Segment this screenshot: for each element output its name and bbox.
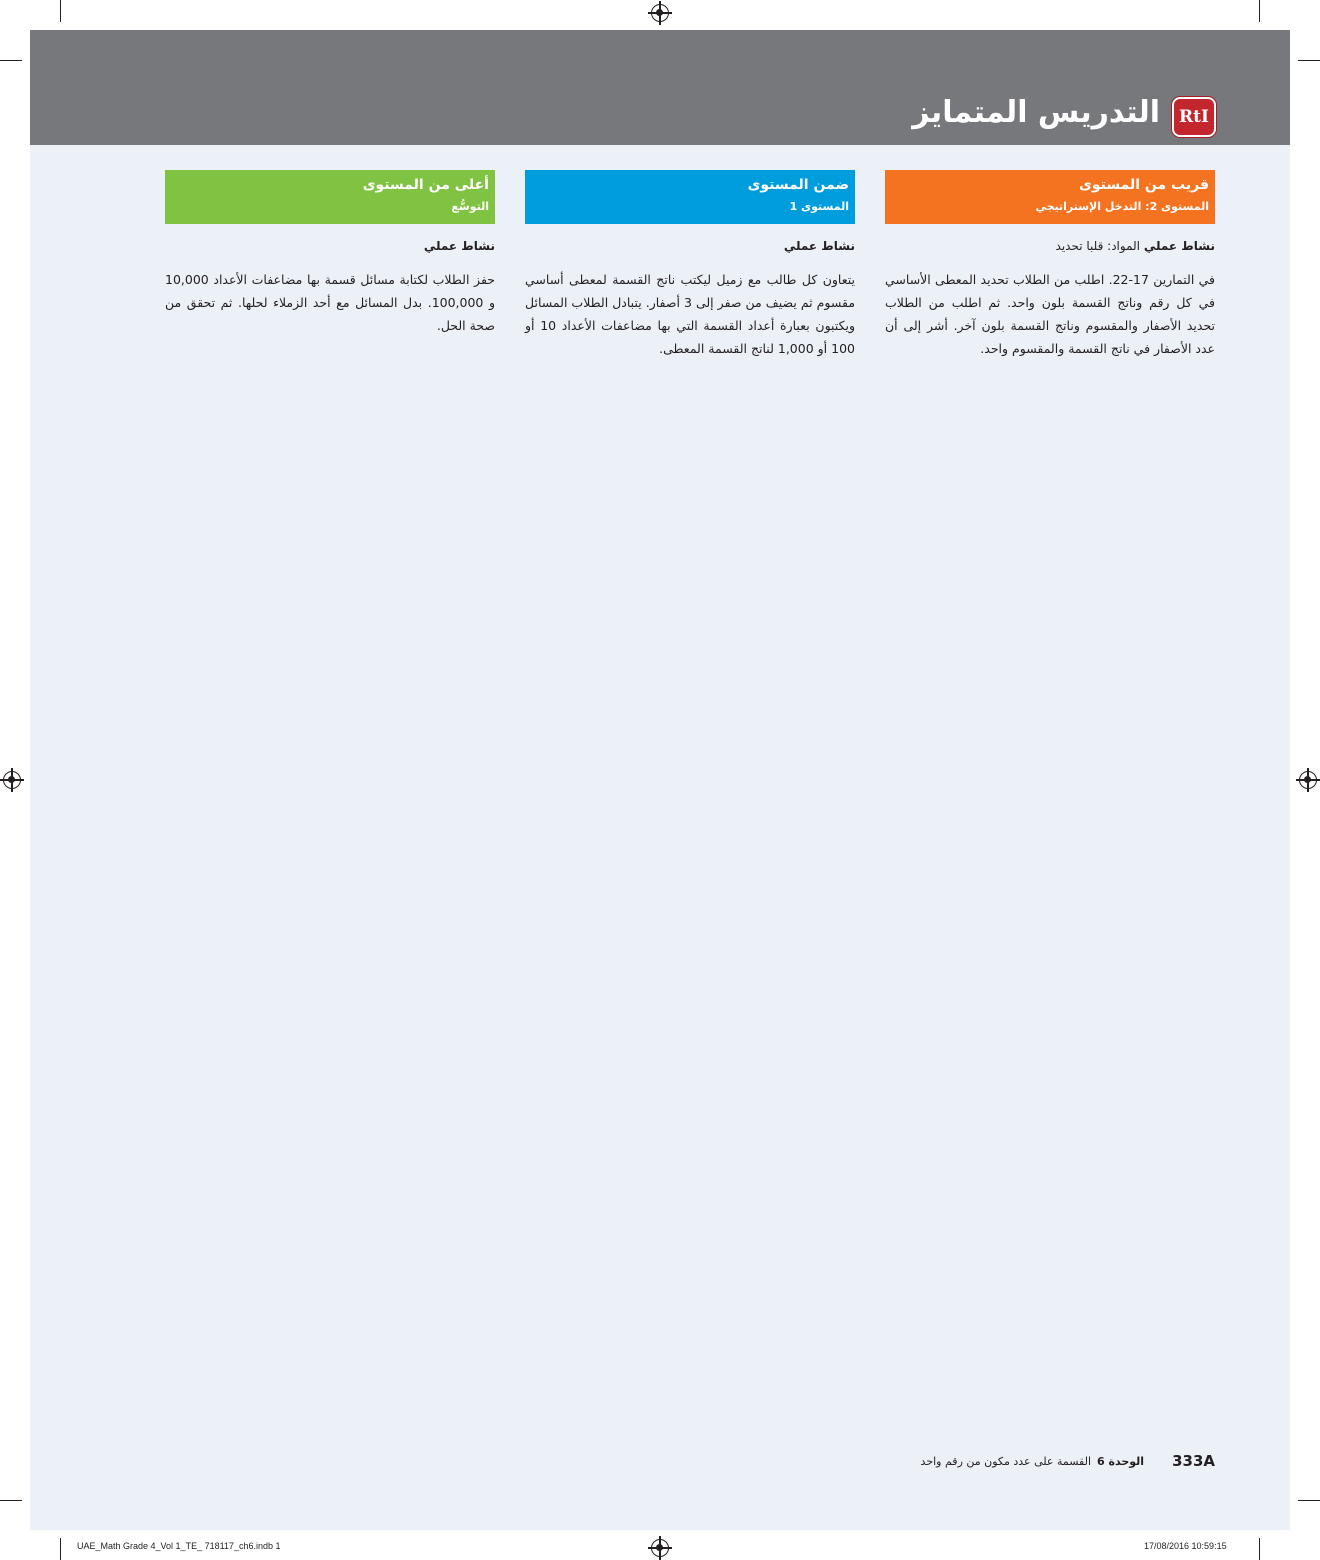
registration-mark-icon <box>651 1539 669 1557</box>
activity-label <box>885 238 1215 254</box>
column-approaching-level <box>885 170 1215 360</box>
crop-mark <box>1259 0 1260 22</box>
crop-mark <box>60 1538 61 1560</box>
activity-text: يتعاون كل طالب مع زميل ليكتب ناتج القسمة لمعطى أساسي مقسوم ثم يضيف من صفر إلى 3 أصفار. يتبادل الطلاب المسائل ويكتبون بعبارة أعداد القسمة التي بها مضاعفات الأعداد 10 أو 100 أو 1,000 لناتج القسمة المعطى. <box>525 272 856 356</box>
activity-label-bold: نشاط عملي <box>783 239 855 253</box>
activity-label-bold: نشاط عملي <box>423 239 495 253</box>
column-heading: أعلى من المستوى <box>362 177 489 193</box>
activity-label <box>525 238 855 254</box>
activity-label-bold: نشاط عملي <box>1143 239 1215 253</box>
crop-mark <box>1259 1538 1260 1560</box>
slug-file-info: UAE_Math Grade 4_Vol 1_TE_ 718117_ch6.indb 1 <box>77 1541 281 1551</box>
column-heading: قريب من المستوى <box>1079 177 1209 193</box>
column-header <box>525 170 855 224</box>
crop-mark <box>60 0 61 22</box>
activity-materials: المواد: قلبا تحديد <box>1055 239 1144 253</box>
crop-mark <box>0 60 22 61</box>
registration-mark-icon <box>1299 771 1317 789</box>
column-subheading: المستوى 2: التدخل الإستراتيجي <box>1035 200 1209 213</box>
activity-text: في التمارين 17-22. اطلب من الطلاب تحديد المعطى الأساسي في كل رقم وناتج القسمة بلون واحد. ثم اطلب من الطلاب تحديد الأصفار والمقسوم وناتج القسمة بلون آخر. أشر إلى أن عدد الأصفار في ناتج القسمة والمقسوم واحد. <box>885 272 1215 356</box>
column-beyond-level <box>165 170 495 337</box>
registration-mark-icon <box>651 4 669 22</box>
slug-timestamp: 17/08/2016 10:59:15 <box>1144 1541 1227 1551</box>
column-on-level <box>525 170 855 360</box>
page-footer <box>921 1452 1215 1470</box>
column-header <box>885 170 1215 224</box>
rti-badge-icon: RtI <box>1172 97 1216 137</box>
column-header <box>165 170 495 224</box>
footer-chapter-title: القسمة على عدد مكون من رقم واحد <box>920 1454 1092 1468</box>
crop-mark <box>0 1500 22 1501</box>
crop-mark <box>1298 1500 1320 1501</box>
registration-mark-icon <box>3 771 21 789</box>
column-subheading: المستوى 1 <box>789 200 849 213</box>
page-title: التدريس المتمايز <box>912 95 1160 130</box>
activity-label <box>165 238 495 254</box>
activity-text: حفز الطلاب لكتابة مسائل قسمة بها مضاعفات الأعداد 10,000 و 100,000. بدل المسائل مع أحد الزملاء لحلها. ثم تحقق من صحة الحل. <box>165 272 495 333</box>
crop-mark <box>1298 60 1320 61</box>
footer-unit: الوحدة 6 <box>1097 1454 1145 1468</box>
page-number: 333A <box>1172 1452 1215 1470</box>
column-heading: ضمن المستوى <box>747 177 849 193</box>
column-subheading: التوسُّع <box>451 200 489 213</box>
